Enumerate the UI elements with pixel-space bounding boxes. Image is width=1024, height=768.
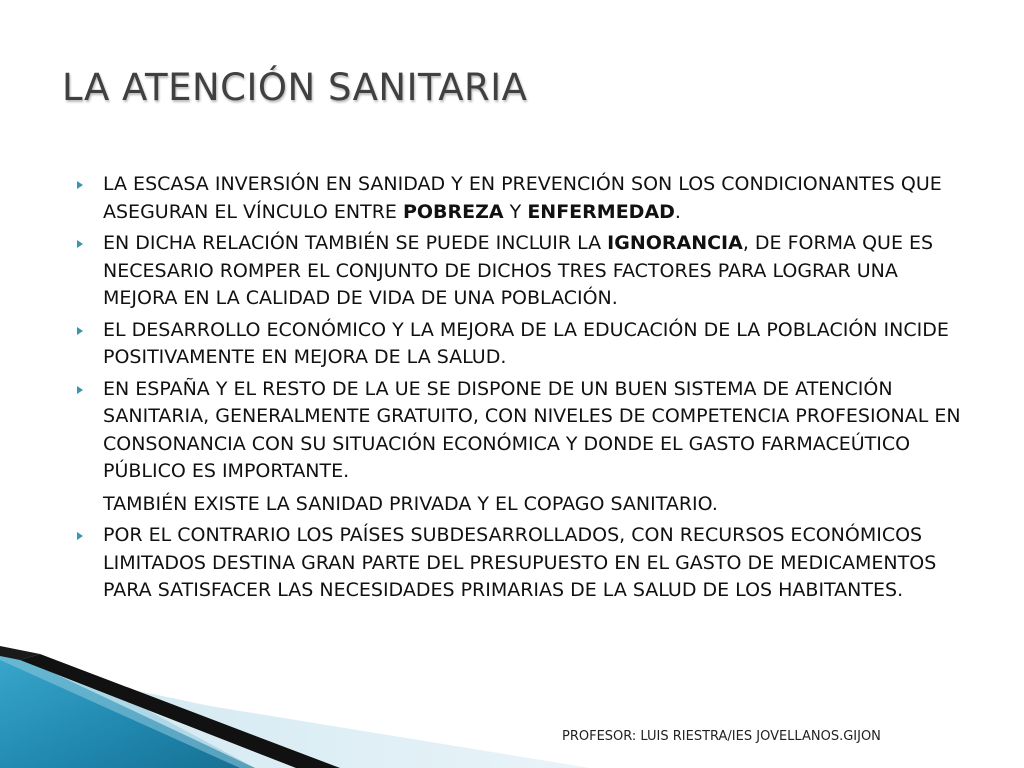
footer-credit: PROFESOR: LUIS RIESTRA/IES JOVELLANOS.GIJON [562,729,881,744]
bullet-arrow-icon [77,532,83,540]
bullet-continuation: TAMBIÉN EXISTE LA SANIDAD PRIVADA Y EL COPAGO SANITARIO. [103,492,718,515]
bullet-text: , DE FORMA QUE ES NECESARIO ROMPER EL CONJUNTO DE DICHOS TRES FACTORES PARA LOGRAR UNA MEJORA EN LA CALIDAD DE VIDA DE UNA POBLACIÓN. [103,232,934,309]
bullet-text: . [674,200,681,223]
bullet-arrow-icon [77,240,83,248]
bullet-text: EN DICHA RELACIÓN TAMBIÉN SE PUEDE INCLUIR LA [103,232,608,254]
bullet-list [73,171,968,605]
bullet-item [73,317,968,372]
bold-term: IGNORANCIA [607,232,743,254]
bullet-text: Y [503,200,528,223]
bullet-text: EL DESARROLLO ECONÓMICO Y LA MEJORA DE LA EDUCACIÓN DE LA POBLACIÓN INCIDE POSITIVAMENTE EN MEJORA DE LA SALUD. [103,318,949,368]
bullet-arrow-icon [77,327,83,335]
bullet-text: EN ESPAÑA Y EL RESTO DE LA UE SE DISPONE DE UN BUEN SISTEMA DE ATENCIÓN SANITARIA, GENERALMENTE GRATUITO, CON NIVELES DE COMPETENCIA PROFESIONAL EN CONSONANCIA CON SU SITUACIÓN ECONÓMICA Y DONDE EL GASTO FARMACEÚTICO PÚBLICO ES IMPORTANTE. [103,377,961,482]
bullet-item [73,522,968,605]
bullet-text: LA ESCASA INVERSIÓN EN SANIDAD Y EN PREVENCIÓN SON LOS CONDICIONANTES QUE ASEGURAN EL VÍNCULO ENTRE [103,173,942,223]
bullet-item [73,230,968,313]
bullet-item [73,376,968,519]
bullet-arrow-icon [77,386,83,394]
bold-term: POBREZA [402,200,504,223]
bullet-arrow-icon [77,181,83,189]
bullet-text: POR EL CONTRARIO LOS PAÍSES SUBDESARROLLADOS, CON RECURSOS ECONÓMICOS LIMITADOS DESTINA GRAN PARTE DEL PRESUPUESTO EN EL GASTO DE MEDICAMENTOS PARA SATISFACER LAS NECESIDADES PRIMARIAS DE LA SALUD DE LOS HABITANTES. [103,524,937,601]
slide-title: LA ATENCIÓN SANITARIA [62,66,528,109]
bullet-item [73,171,968,226]
bold-term: ENFERMEDAD [527,200,675,223]
